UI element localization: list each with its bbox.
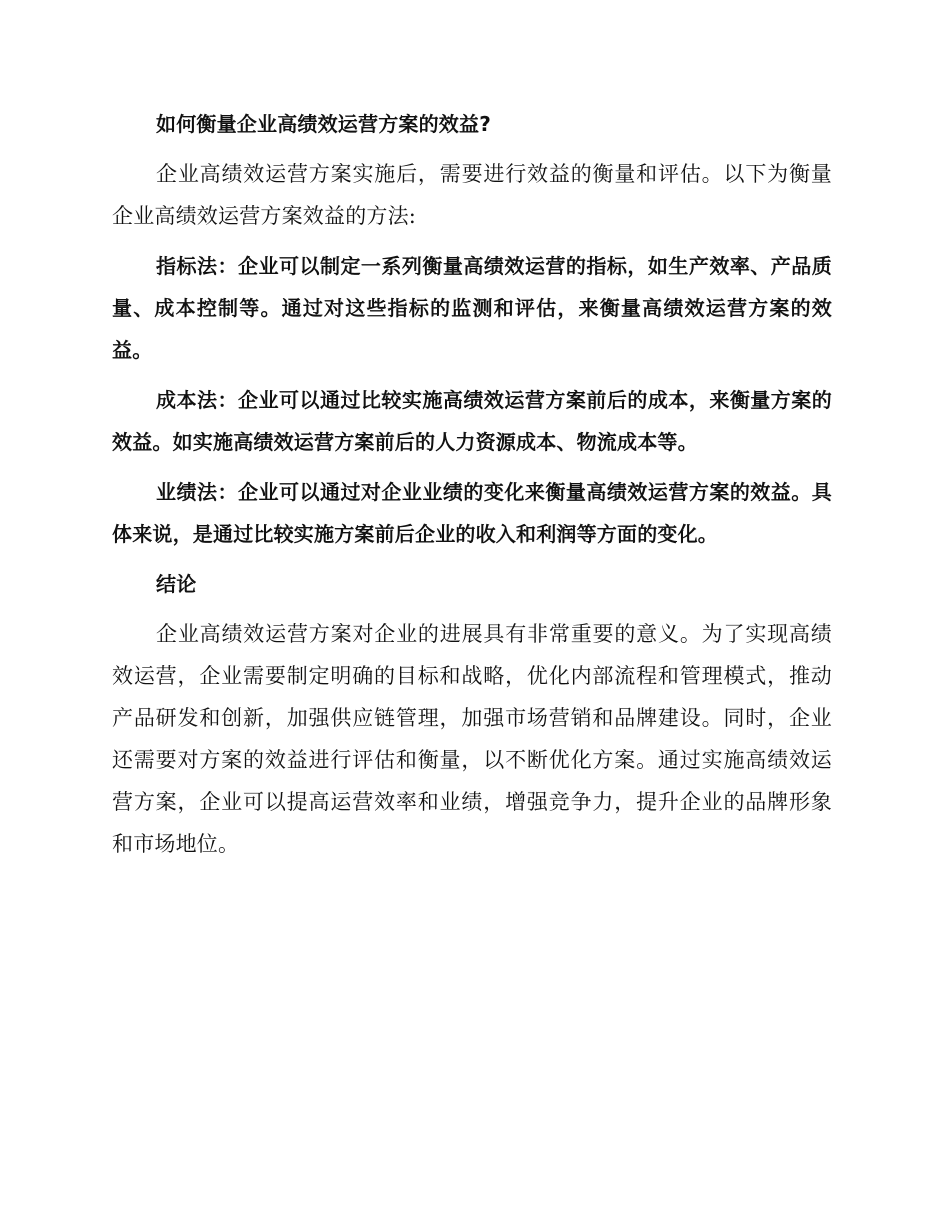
section-heading-conclusion: 结论 [156,572,197,596]
indicator-method-paragraph: 指标法：企业可以制定一系列衡量高绩效运营的指标，如生产效率、产品质量、成本控制等。通过对这些指标的监测和评估，来衡量高绩效运营方案的效益。 [112,254,832,362]
spacer [112,145,832,153]
spacer [112,605,832,613]
spacer [112,371,832,379]
conclusion-paragraph: 企业高绩效运营方案对企业的进展具有非常重要的意义。为了实现高绩效运营，企业需要制定明确的目标和战略，优化内部流程和管理模式，推动产品研发和创新，加强供应链管理，加强市场营销和品牌建设。同时，企业还需要对方案的效益进行评估和衡量，以不断优化方案。通过实施高绩效运营方案，企业可以提高运营效率和业绩，增强竞争力，提升企业的品牌形象和市场地位。 [112,622,832,856]
section-heading-benefit: 如何衡量企业高绩效运营方案的效益? [156,112,492,136]
spacer [112,555,832,563]
cost-method-paragraph: 成本法：企业可以通过比较实施高绩效运营方案前后的成本，来衡量方案的效益。如实施高绩效运营方案前后的人力资源成本、物流成本等。 [112,388,832,454]
spacer [112,463,832,471]
intro-paragraph: 企业高绩效运营方案实施后，需要进行效益的衡量和评估。以下为衡量企业高绩效运营方案效益的方法: [112,162,832,228]
spacer [112,237,832,245]
document-body [112,103,832,865]
performance-method-paragraph: 业绩法：企业可以通过对企业业绩的变化来衡量高绩效运营方案的效益。具体来说，是通过比较实施方案前后企业的收入和利润等方面的变化。 [112,480,832,546]
